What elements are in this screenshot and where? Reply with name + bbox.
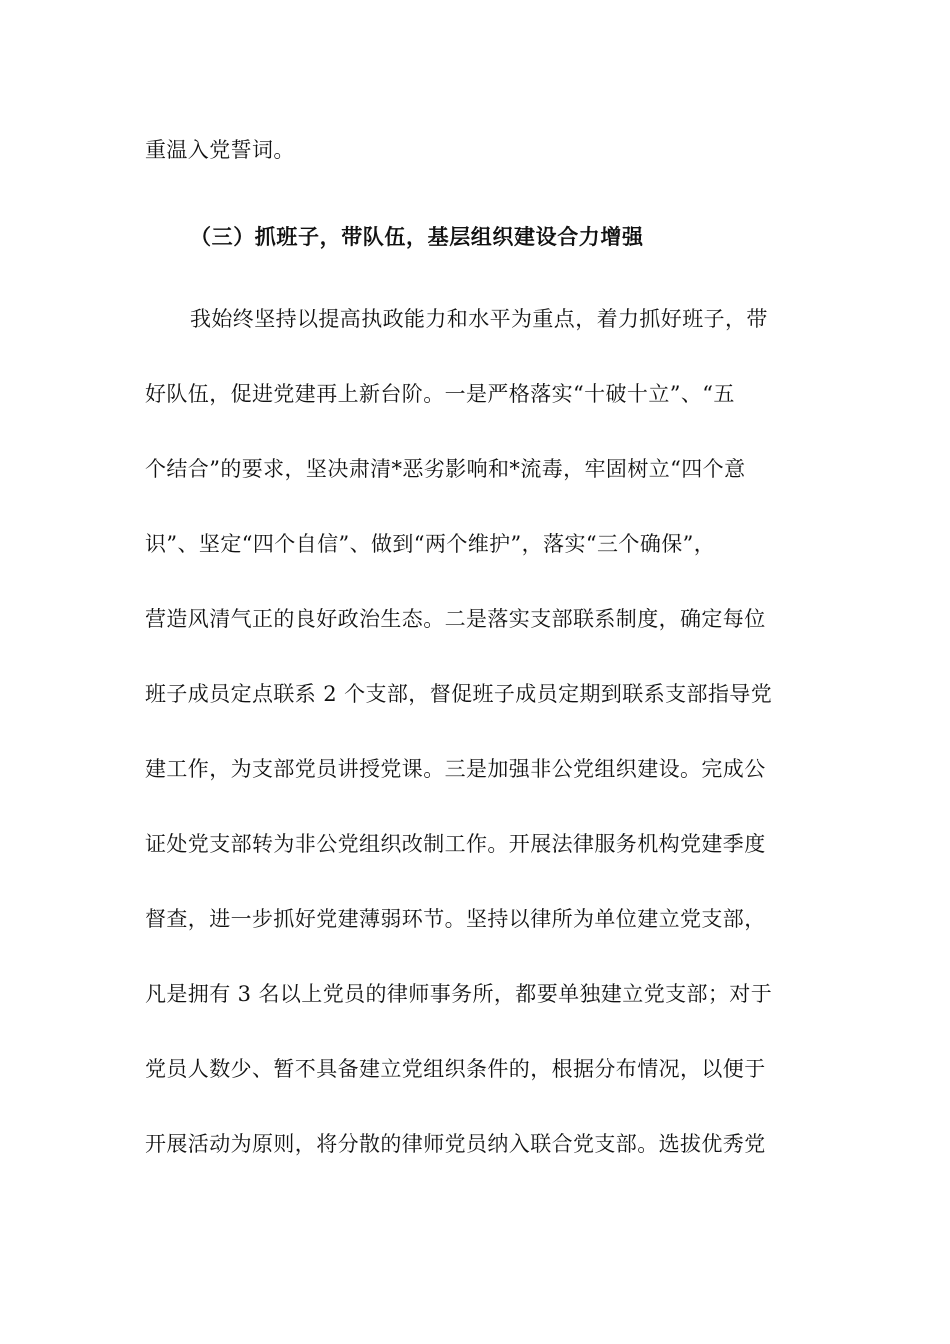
paragraph-line: 班子成员定点联系 2 个支部，督促班子成员定期到联系支部指导党 [145,682,773,706]
paragraph-line: 党员人数少、暂不具备建立党组织条件的，根据分布情况，以便于 [145,1057,766,1081]
paragraph-line: 开展活动为原则，将分散的律师党员纳入联合党支部。选拔优秀党 [145,1132,766,1156]
paragraph-line: 营造风清气正的良好政治生态。二是落实支部联系制度，确定每位 [145,607,766,631]
paragraph-line: 我始终坚持以提高执政能力和水平为重点，着力抓好班子，带 [190,307,768,331]
paragraph-line: 证处党支部转为非公党组织改制工作。开展法律服务机构党建季度 [145,832,766,856]
paragraph-line: 建工作，为支部党员讲授党课。三是加强非公党组织建设。完成公 [145,757,766,781]
section-heading: （三）抓班子，带队伍，基层组织建设合力增强 [190,224,644,249]
paragraph-line: 个结合”的要求，坚决肃清*恶劣影响和*流毒，牢固树立“四个意 [145,457,746,481]
paragraph-line: 督查，进一步抓好党建薄弱环节。坚持以律所为单位建立党支部， [145,907,766,931]
paragraph-line: 识”、坚定“四个自信”、做到“两个维护”，落实“三个确保”， [145,532,716,556]
paragraph-line: 凡是拥有 3 名以上党员的律师事务所，都要单独建立党支部；对于 [145,982,773,1006]
paragraph-line: 重温入党誓词。 [145,138,295,162]
paragraph-line: 好队伍，促进党建再上新台阶。一是严格落实“十破十立”、“五 [145,382,735,406]
